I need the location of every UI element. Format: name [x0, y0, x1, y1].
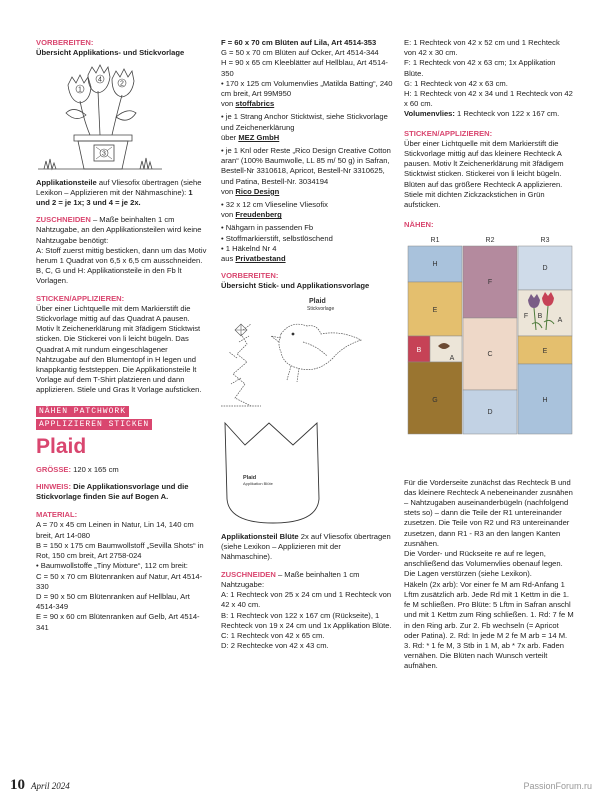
- diagram-label-2: 2: [120, 80, 124, 88]
- prep-heading-2: VORBEREITEN:: [221, 271, 279, 281]
- patch-label: C: [487, 351, 493, 359]
- material-item: E = 90 x 60 cm Blütenranken auf Gelb, Art 4514-341: [36, 612, 200, 632]
- patch-label: E: [542, 348, 548, 356]
- page-number: 10: [10, 776, 25, 793]
- material-item: A = 70 x 45 cm Leinen in Natur, Lin 14, 140 cm breit, Art 14-080: [36, 520, 194, 540]
- patch-label: A: [449, 355, 455, 363]
- embroider-heading-2: STICKEN/APPLIZIEREN:: [404, 128, 493, 138]
- diagram-label-1: 1: [78, 86, 82, 94]
- material-item: • 1 Häkelnd Nr 4: [221, 243, 277, 253]
- row-label-r1: R1: [430, 237, 440, 245]
- embroider-text: Über einer Lichtquelle mit dem Markierstift die Stickvorlage mittig auf das Quadrat A pausen. Motiv lt Zeichenerklärung mit 3fädigem Sticktwist sticken. Die Stickerei von li leicht bügeln. Das Quadrat A mit rundum eingeschlagener Nahtzugabe auf den Blumentopf in H legen und knappkantig feststeppen. Die Applikationsteile lt Vorlage auf dem T-Shirt platzieren und dann applizieren. Stiele und Gras lt Vorlage aufsticken.: [36, 303, 202, 395]
- material-heading: MATERIAL:: [36, 510, 78, 520]
- crochet-text: Häkeln (2x arb): Vor einer fe M am Rd-Anfang 1 Lftm zusätzlich arb. Jede Rd mit 1 Kettm in die 1. fe M schließen. Pro Blüte: 5 Lftm in Safran anschl und mit 1 Kettm zum Ring schließen. 1. Rd: 7 fe M in den Ring arb. Zur 2. Fb wechseln (= Apricot oder Patina). 2. Rd: In jede M 2 fe M arb = 14 M. 3. Rd: * 1 fe M, 3 Stb in 1 M, ab * 7x arb. Faden vernähen. Die Blüten nach Wunsch verteilt aufnähen.: [404, 579, 574, 671]
- patch-label: H: [432, 261, 438, 269]
- supplier-mez: MEZ GmbH: [238, 132, 280, 142]
- cut-bcgh: B, C, G und H: Applikationsteile in den Fb lt Vorlagen.: [36, 266, 182, 286]
- material-item: F = 60 x 70 cm Blüten auf Lila, Art 4514-353: [221, 38, 377, 47]
- applique-text: auf Vliesofix übertragen (siehe Lexikon – Applizieren mit der Nähmaschine):: [36, 177, 202, 197]
- applique-parts: 1 und 2 = je 1x; 3 und 4 = je 2x.: [36, 187, 193, 208]
- supplier-stoffabrics: stoffabrics: [235, 99, 275, 109]
- quilt-layout-diagram: [404, 234, 574, 470]
- patch-label: F: [487, 279, 493, 287]
- tulip-template-title: Plaid: [243, 474, 257, 481]
- hint-label: HINWEIS:: [36, 481, 72, 491]
- cut-heading: ZUSCHNEIDEN: [36, 215, 91, 225]
- watermark: PassionForum.ru: [523, 780, 592, 791]
- column-1: [36, 38, 208, 633]
- supplier-prefix: von: [221, 99, 236, 109]
- cut-heading-2: ZUSCHNEIDEN: [221, 569, 276, 579]
- sew-text-1: Für die Vorderseite zunächst das Rechteck B und das kleinere Rechteck A nebeneinander zusnähen – Nahtzugaben auseinanderbügeln (nachfolgend stets so) – dann die Teile der R1 untereinander zusetzen. Die Teile von R2 und R3 untereinander zusetzen, dann R1 - R3 an den langen Kanten zusnähen.: [404, 477, 573, 548]
- patch-label: D: [542, 265, 548, 273]
- applique-label: Applikationsteile: [36, 177, 97, 187]
- material-item: • Stoffmarkierstift, selbstlöschend: [221, 233, 333, 243]
- page-footer: [10, 776, 70, 793]
- cut-item: A: 1 Rechteck von 25 x 24 cm und 1 Rechteck von 42 x 40 cm.: [221, 590, 392, 610]
- bloom-text: 2x auf Vliesofix übertragen (siehe Lexikon – Applizieren mit der Nähmaschine).: [221, 532, 391, 562]
- category-band: [36, 406, 208, 432]
- batting-text: 1 Rechteck von 122 x 167 cm.: [454, 109, 560, 119]
- size-label: GRÖSSE:: [36, 464, 72, 474]
- magazine-issue: April 2024: [31, 780, 70, 791]
- size-value: 120 x 165 cm: [71, 464, 119, 474]
- supplier-prefix: über: [221, 132, 239, 142]
- flowerpot-applique-diagram: [36, 61, 208, 173]
- cut-item: F: 1 Rechteck von 42 x 63 cm; 1x Applikation Blüte.: [404, 58, 556, 78]
- project-title: Plaid: [36, 434, 87, 458]
- cut-item: B: 1 Rechteck von 122 x 167 cm (Rückseite), 1 Rechteck von 19 x 24 cm und 1x Applikation Blüte.: [221, 610, 392, 630]
- material-item: • Nähgarn in passenden Fb: [221, 223, 314, 233]
- column-2: [221, 38, 393, 651]
- supplier-private: Privatbestand: [235, 254, 286, 264]
- patch-label: A: [557, 317, 563, 325]
- tulip-applique-template: [221, 419, 393, 527]
- material-item: C = 50 x 70 cm Blütenranken auf Natur, Art 4514-330: [36, 571, 203, 591]
- material-item: • 32 x 12 cm Vlieseline Vliesofix: [221, 200, 328, 210]
- material-item: • Baumwollstoffe „Tiny Mixture“, 112 cm breit:: [36, 561, 188, 571]
- prep-subheading: Übersicht Applikations- und Stickvorlage: [36, 48, 185, 58]
- supplier-prefix: aus: [221, 254, 236, 264]
- material-item: D = 90 x 50 cm Blütenranken auf Hellblau, Art 4514-349: [36, 591, 190, 612]
- supplier-prefix: von: [221, 210, 236, 220]
- prep-subheading-2: Übersicht Stick- und Applikationsvorlage: [221, 281, 370, 291]
- supplier-rico: Rico Design: [235, 186, 280, 196]
- material-item: • je 1 Knl oder Reste „Rico Design Creative Cotton aran“ (100% Baumwolle, LL 85 m/ 50 g) in Safran, Bestell-Nr 3310618, Apricot, Bestell-Nr 3310625, und Patina, Bestell-Nr. 3034194: [221, 146, 391, 186]
- patch-label: E: [432, 307, 438, 315]
- cut-item: G: 1 Rechteck von 42 x 63 cm.: [404, 78, 508, 88]
- material-item: H = 90 x 65 cm Kleeblätter auf Hellblau, Art 4514-350: [221, 58, 388, 78]
- patch-label: H: [542, 397, 548, 405]
- supplier-prefix: von: [221, 186, 236, 196]
- embroider-text-2: Über einer Lichtquelle mit dem Markierstift die Stickvorlage mittig auf das kleinere Rechteck A pausen. Motiv lt Zeichenerklärung mit 3fädigem Sticktwist sticken. Stickerei von li leicht bügeln. Blüten auf das größere Rechteck A applizieren. Stiele mit dichten Zickzackstichen in Grün aufsticken.: [404, 138, 564, 210]
- bird-pattern-subtitle: Stickvorlage: [307, 305, 335, 312]
- cut-item: D: 2 Rechtecke von 42 x 43 cm.: [221, 641, 329, 651]
- row-label-r3: R3: [540, 237, 550, 245]
- sew-heading: NÄHEN:: [404, 220, 434, 230]
- material-item: B = 150 x 175 cm Baumwollstoff „Sevilla Shots“ in Rot, 150 cm breit, Art 2758-024: [36, 540, 204, 561]
- patch-label: D: [487, 409, 493, 417]
- cut-item: E: 1 Rechteck von 42 x 52 cm und 1 Rechteck von 42 x 30 cm.: [404, 38, 560, 58]
- category-band-2: APPLIZIEREN STICKEN: [36, 419, 152, 430]
- diagram-label-3: 3: [102, 150, 106, 158]
- row-label-r2: R2: [485, 237, 495, 245]
- sew-text-2: Die Vorder- und Rückseite re auf re legen, anschließend das Volumenvlies obenauf legen. Die Lagen verstürzen (siehe Lexikon).: [404, 549, 563, 579]
- cut-item: C: 1 Rechteck von 42 x 65 cm.: [221, 630, 325, 640]
- bird-pattern-title: Plaid: [309, 297, 326, 305]
- patch-label: F: [523, 313, 529, 321]
- batting-label: Volumenvlies:: [404, 109, 455, 119]
- patch-label: B: [537, 313, 543, 321]
- category-band-1: NÄHEN PATCHWORK: [36, 406, 129, 417]
- diagram-label-4: 4: [98, 76, 102, 84]
- material-item: • 170 x 125 cm Volumenvlies „Matilda Batting“, 240 cm breit, Art 99M950: [221, 78, 393, 99]
- cut-a: A: Stoff zuerst mittig besticken, dann um das Motiv herum 1 Quadrat von 6,5 x 6,5 cm ausschneiden.: [36, 245, 207, 266]
- material-item: • je 1 Strang Anchor Sticktwist, siehe Stickvorlage und Zeichenerklärung: [221, 112, 388, 132]
- patch-label: B: [416, 347, 422, 355]
- cut-item: H: 1 Rechteck von 42 x 34 und 1 Rechteck von 42 x 60 cm.: [404, 89, 573, 109]
- tulip-template-subtitle: Applikation Blüte: [243, 480, 273, 486]
- bird-embroidery-pattern: [221, 294, 393, 414]
- patch-label: G: [432, 397, 438, 405]
- embroider-heading: STICKEN/APPLIZIEREN:: [36, 293, 125, 303]
- supplier-freudenberg: Freudenberg: [235, 210, 282, 220]
- hint-text: Die Applikationsvorlage und die Stickvorlage finden Sie auf Bogen A.: [36, 481, 189, 502]
- prep-heading: VORBEREITEN:: [36, 38, 94, 47]
- cut-text: – Maße beinhalten 1 cm Nahtzugabe, an den Applikationsteilen wird keine Nahtzugabe benötigt:: [36, 215, 202, 245]
- material-item: G = 50 x 70 cm Blüten auf Ocker, Art 4514-344: [221, 48, 379, 58]
- cut-text-2: – Maße beinhalten 1 cm Nahtzugabe:: [221, 569, 360, 589]
- column-3: [404, 38, 574, 672]
- bloom-label: Applikationsteil Blüte: [221, 532, 299, 542]
